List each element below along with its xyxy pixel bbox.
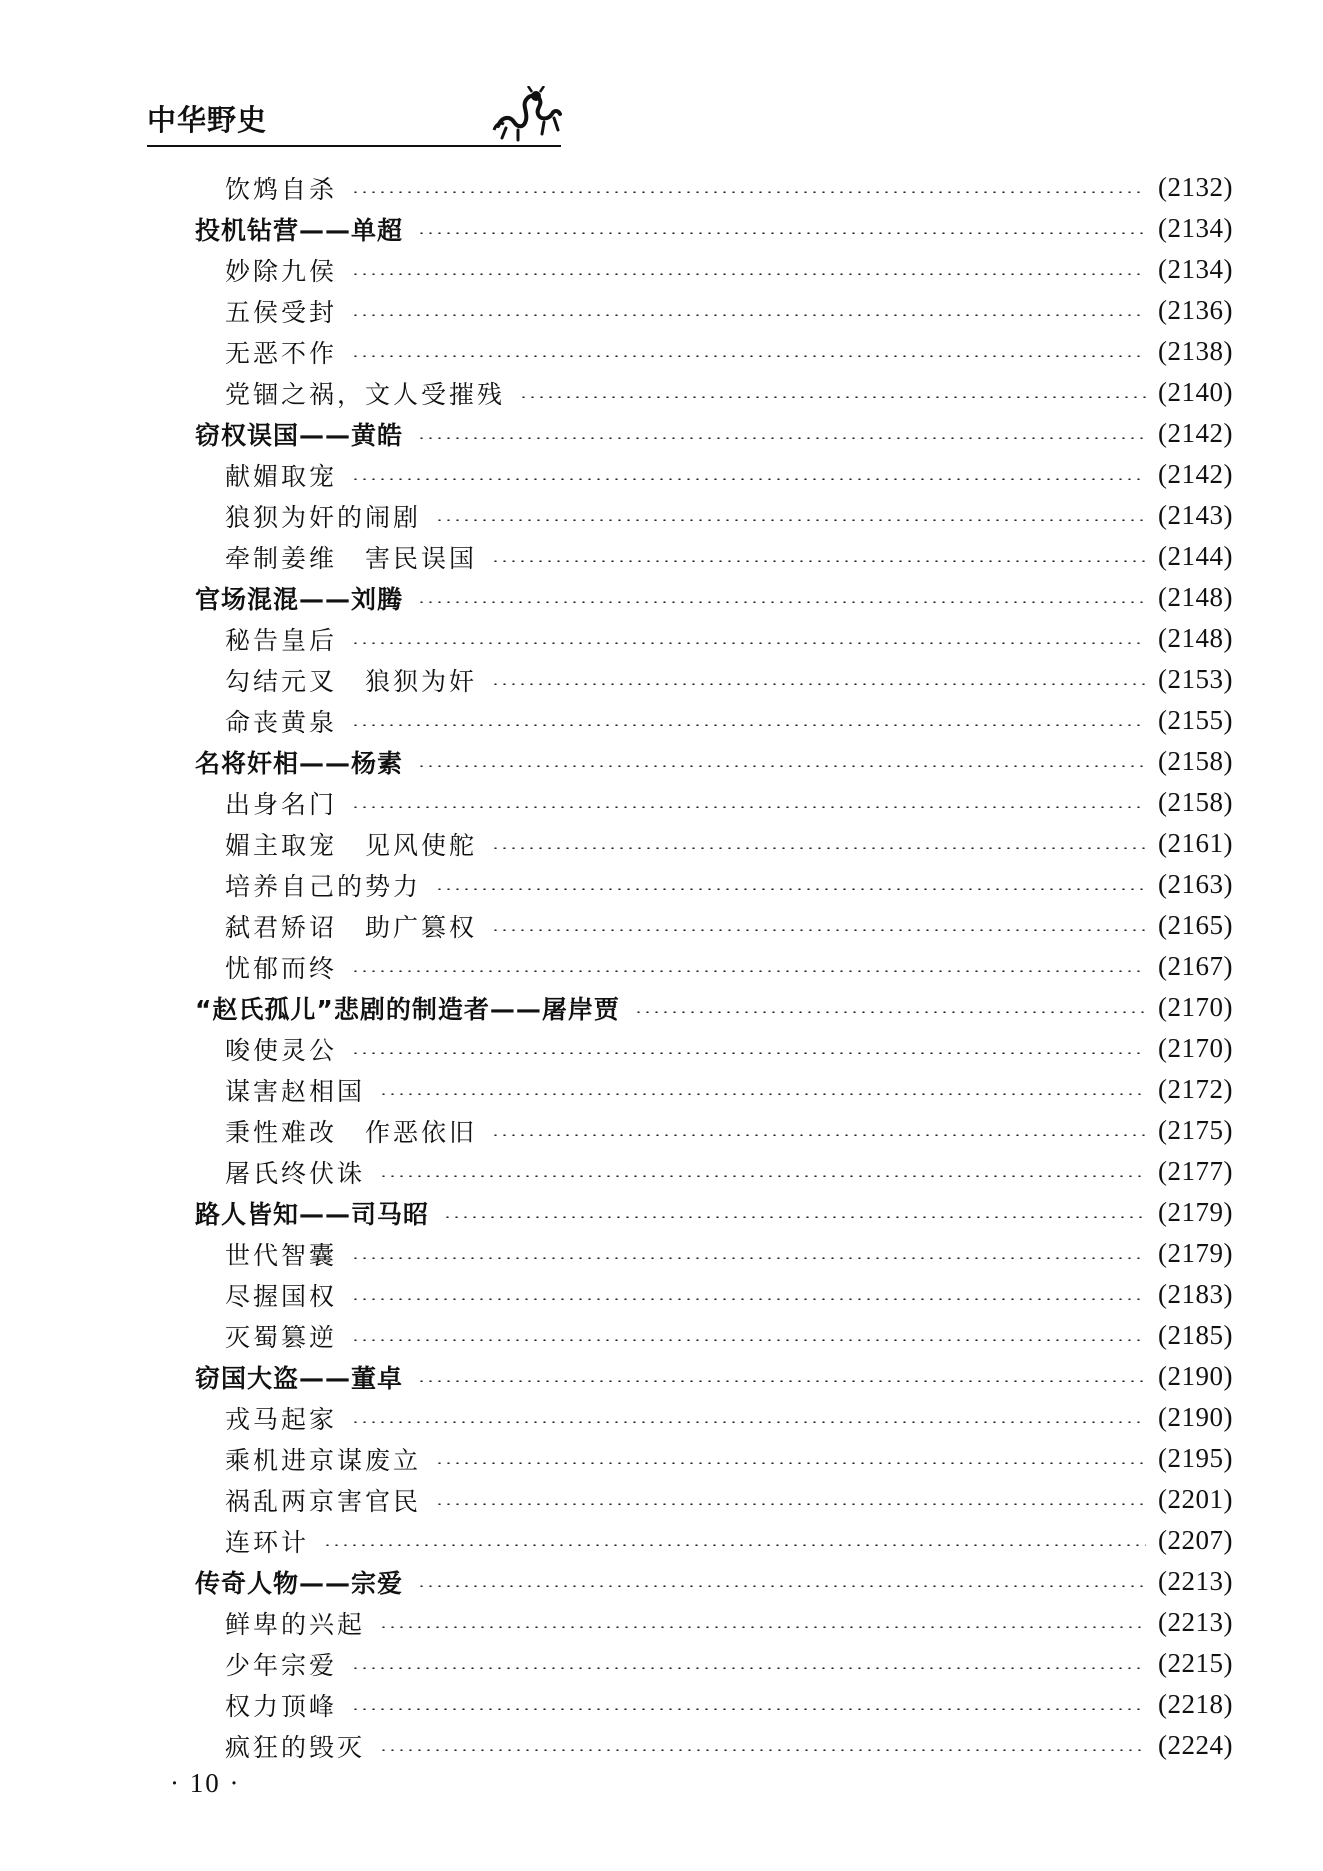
toc-entry-page: (2144) (1158, 541, 1233, 571)
toc-entry-title: 牵制姜维 害民误国 (225, 543, 478, 573)
toc-entry-title: 狼狈为奸的闹剧 (225, 502, 422, 532)
dot-leader (351, 1421, 1146, 1423)
toc-entry-page: (2218) (1158, 1689, 1233, 1719)
toc-section-entry (195, 1274, 1233, 1315)
toc-section-entry (195, 372, 1233, 413)
toc-section-entry (195, 1725, 1233, 1766)
toc-entry-page: (2172) (1158, 1074, 1233, 1104)
running-header (147, 88, 567, 148)
toc-entry-page: (2179) (1158, 1197, 1233, 1227)
toc-section-entry (195, 1315, 1233, 1356)
toc-entry-page: (2148) (1158, 582, 1233, 612)
toc-entry-page: (2140) (1158, 377, 1233, 407)
table-of-contents (195, 167, 1233, 1766)
toc-entry-title: 尽握国权 (225, 1281, 338, 1311)
toc-entry-page: (2190) (1158, 1402, 1233, 1432)
toc-entry-title: 出身名门 (225, 789, 338, 819)
toc-section-entry (195, 536, 1233, 577)
toc-entry-title: 官场混混——刘腾 (195, 584, 404, 614)
toc-section-entry (195, 823, 1233, 864)
dot-leader (491, 1134, 1146, 1136)
dot-leader (491, 847, 1146, 849)
toc-section-entry (195, 1684, 1233, 1725)
toc-entry-title: 党锢之祸，文人受摧残 (225, 379, 506, 409)
toc-entry-page: (2179) (1158, 1238, 1233, 1268)
toc-entry-page: (2170) (1158, 1033, 1233, 1063)
toc-section-entry (195, 167, 1233, 208)
dot-leader (351, 1667, 1146, 1669)
dot-leader (417, 765, 1146, 767)
toc-section-entry (195, 249, 1233, 290)
toc-section-entry (195, 905, 1233, 946)
dot-leader (417, 232, 1146, 234)
toc-entry-title: 名将奸相——杨素 (195, 748, 404, 778)
dot-leader (351, 314, 1146, 316)
toc-chapter-entry (195, 577, 1233, 618)
dot-leader (435, 1503, 1146, 1505)
toc-entry-title: 权力顶峰 (225, 1691, 338, 1721)
dot-leader (417, 601, 1146, 603)
toc-chapter-entry (195, 1561, 1233, 1602)
toc-entry-title: 戎马起家 (225, 1404, 338, 1434)
toc-entry-title: 世代智囊 (225, 1240, 338, 1270)
toc-entry-title: 秉性难改 作恶依旧 (225, 1117, 478, 1147)
toc-entry-title: 培养自己的势力 (225, 871, 422, 901)
dragon-emblem-icon (492, 86, 564, 142)
toc-section-entry (195, 659, 1233, 700)
toc-entry-page: (2185) (1158, 1320, 1233, 1350)
dot-leader (435, 1462, 1146, 1464)
dot-leader (491, 560, 1146, 562)
dot-leader (351, 642, 1146, 644)
toc-entry-page: (2190) (1158, 1361, 1233, 1391)
toc-entry-page: (2158) (1158, 787, 1233, 817)
dot-leader (323, 1544, 1146, 1546)
dot-leader (417, 437, 1146, 439)
dot-leader (351, 970, 1146, 972)
dot-leader (351, 724, 1146, 726)
toc-entry-page: (2136) (1158, 295, 1233, 325)
toc-section-entry (195, 1069, 1233, 1110)
toc-entry-page: (2167) (1158, 951, 1233, 981)
toc-entry-title: 乘机进京谋废立 (225, 1445, 422, 1475)
toc-section-entry (195, 1520, 1233, 1561)
toc-section-entry (195, 618, 1233, 659)
toc-chapter-entry (195, 208, 1233, 249)
toc-section-entry (195, 946, 1233, 987)
toc-entry-title: 灭蜀篡逆 (225, 1322, 338, 1352)
dot-leader (379, 1093, 1146, 1095)
toc-entry-title: 窃国大盗——董卓 (195, 1363, 404, 1393)
dot-leader (634, 1011, 1146, 1013)
dot-leader (351, 1298, 1146, 1300)
toc-entry-page: (2148) (1158, 623, 1233, 653)
toc-entry-page: (2158) (1158, 746, 1233, 776)
toc-entry-page: (2134) (1158, 254, 1233, 284)
toc-entry-title: 投机钻营——单超 (195, 215, 404, 245)
toc-entry-page: (2195) (1158, 1443, 1233, 1473)
dot-leader (351, 273, 1146, 275)
toc-entry-page: (2143) (1158, 500, 1233, 530)
dot-leader (435, 519, 1146, 521)
toc-entry-title: 屠氏终伏诛 (225, 1158, 366, 1188)
toc-entry-page: (2165) (1158, 910, 1233, 940)
toc-chapter-entry (195, 1192, 1233, 1233)
dot-leader (351, 1052, 1146, 1054)
page-number: · 10 · (170, 1768, 241, 1798)
dot-leader (379, 1175, 1146, 1177)
toc-entry-page: (2224) (1158, 1730, 1233, 1760)
dot-leader (491, 683, 1146, 685)
toc-entry-title: 传奇人物——宗爱 (195, 1568, 404, 1598)
toc-entry-page: (2213) (1158, 1566, 1233, 1596)
header-rule (147, 145, 561, 147)
toc-entry-page: (2138) (1158, 336, 1233, 366)
toc-entry-page: (2153) (1158, 664, 1233, 694)
toc-entry-title: 秘告皇后 (225, 625, 338, 655)
toc-entry-title: 命丧黄泉 (225, 707, 338, 737)
toc-entry-page: (2175) (1158, 1115, 1233, 1145)
toc-entry-title: 五侯受封 (225, 297, 338, 327)
toc-entry-page: (2142) (1158, 418, 1233, 448)
toc-section-entry (195, 1643, 1233, 1684)
dot-leader (351, 478, 1146, 480)
dot-leader (351, 191, 1146, 193)
dot-leader (443, 1216, 1146, 1218)
toc-entry-title: 唆使灵公 (225, 1035, 338, 1065)
toc-entry-title: 谋害赵相国 (225, 1076, 366, 1106)
toc-entry-title: “赵氏孤儿”悲剧的制造者——屠岸贾 (195, 994, 620, 1024)
toc-section-entry (195, 864, 1233, 905)
toc-entry-title: 忧郁而终 (225, 953, 338, 983)
toc-entry-title: 窃权误国——黄皓 (195, 420, 404, 450)
toc-entry-title: 媚主取宠 见风使舵 (225, 830, 478, 860)
dot-leader (351, 1339, 1146, 1341)
toc-section-entry (195, 1110, 1233, 1151)
toc-section-entry (195, 1479, 1233, 1520)
toc-entry-page: (2215) (1158, 1648, 1233, 1678)
toc-chapter-entry (195, 987, 1233, 1028)
toc-entry-title: 饮鸩自杀 (225, 174, 338, 204)
toc-section-entry (195, 782, 1233, 823)
dot-leader (491, 929, 1146, 931)
toc-entry-page: (2161) (1158, 828, 1233, 858)
dot-leader (351, 1257, 1146, 1259)
toc-entry-title: 疯狂的毁灭 (225, 1732, 366, 1762)
toc-entry-page: (2134) (1158, 213, 1233, 243)
toc-entry-page: (2183) (1158, 1279, 1233, 1309)
dot-leader (417, 1380, 1146, 1382)
toc-section-entry (195, 1028, 1233, 1069)
toc-chapter-entry (195, 413, 1233, 454)
toc-entry-page: (2142) (1158, 459, 1233, 489)
toc-entry-page: (2155) (1158, 705, 1233, 735)
toc-chapter-entry (195, 741, 1233, 782)
dot-leader (435, 888, 1146, 890)
toc-entry-title: 祸乱两京害官民 (225, 1486, 422, 1516)
toc-section-entry (195, 700, 1233, 741)
dot-leader (379, 1749, 1146, 1751)
toc-entry-title: 鲜卑的兴起 (225, 1609, 366, 1639)
toc-entry-title: 妙除九侯 (225, 256, 338, 286)
dot-leader (351, 355, 1146, 357)
toc-entry-title: 献媚取宠 (225, 461, 338, 491)
toc-section-entry (195, 1602, 1233, 1643)
toc-entry-page: (2170) (1158, 992, 1233, 1022)
book-title: 中华野史 (147, 103, 268, 137)
toc-entry-title: 无恶不作 (225, 338, 338, 368)
toc-entry-title: 勾结元叉 狼狈为奸 (225, 666, 478, 696)
toc-section-entry (195, 1397, 1233, 1438)
dot-leader (351, 806, 1146, 808)
toc-chapter-entry (195, 1356, 1233, 1397)
toc-section-entry (195, 290, 1233, 331)
toc-entry-title: 路人皆知——司马昭 (195, 1199, 430, 1229)
toc-entry-page: (2201) (1158, 1484, 1233, 1514)
toc-section-entry (195, 1233, 1233, 1274)
toc-entry-title: 弑君矫诏 助广篡权 (225, 912, 478, 942)
dot-leader (379, 1626, 1146, 1628)
dot-leader (417, 1585, 1146, 1587)
toc-entry-page: (2163) (1158, 869, 1233, 899)
toc-entry-page: (2177) (1158, 1156, 1233, 1186)
toc-entry-page: (2213) (1158, 1607, 1233, 1637)
toc-section-entry (195, 1438, 1233, 1479)
toc-section-entry (195, 495, 1233, 536)
dot-leader (351, 1708, 1146, 1710)
toc-section-entry (195, 331, 1233, 372)
toc-entry-title: 少年宗爱 (225, 1650, 338, 1680)
toc-entry-page: (2132) (1158, 172, 1233, 202)
toc-section-entry (195, 454, 1233, 495)
toc-entry-page: (2207) (1158, 1525, 1233, 1555)
toc-section-entry (195, 1151, 1233, 1192)
dot-leader (519, 396, 1146, 398)
toc-entry-title: 连环计 (225, 1527, 310, 1557)
